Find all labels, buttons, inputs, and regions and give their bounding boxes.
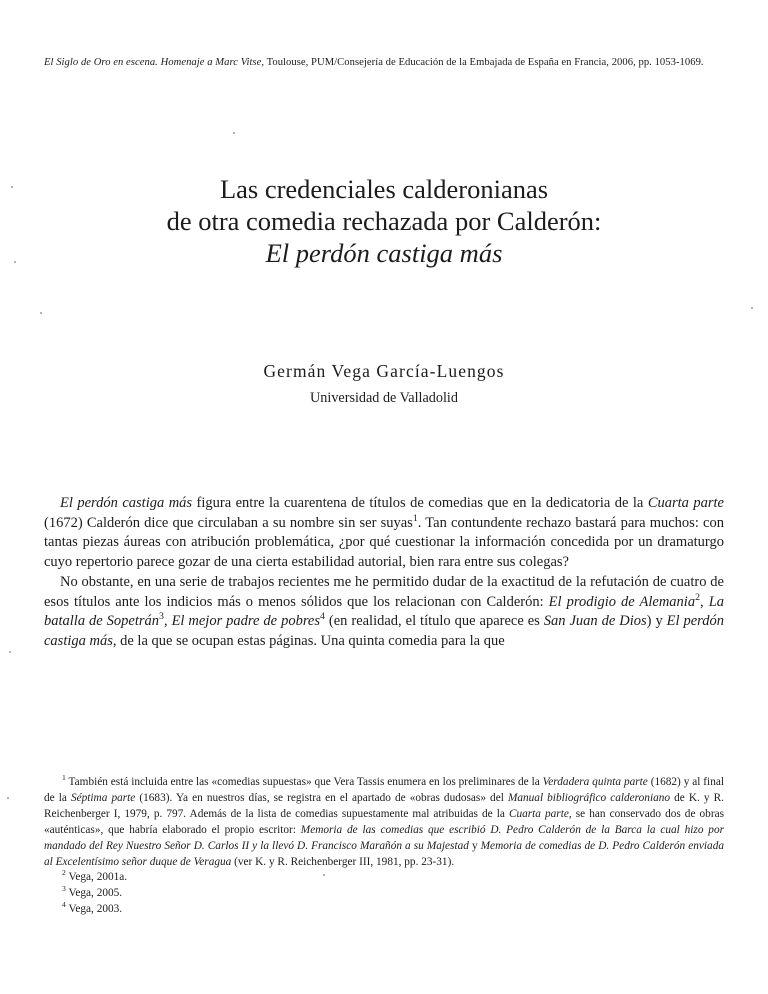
scan-speck xyxy=(11,186,13,188)
footnote-ref: 3 xyxy=(62,884,66,894)
footnote-ref: 2 xyxy=(695,591,701,603)
footnote-ref: 4 xyxy=(62,900,66,910)
scan-speck xyxy=(323,874,325,876)
title-line-2: de otra comedia rechazada por Calderón: xyxy=(166,206,602,236)
italic-title: El mejor padre de pobres xyxy=(171,613,321,630)
text-run: ) y xyxy=(646,613,667,630)
body-paragraph-1 xyxy=(44,494,724,573)
text-run: de K. y R. Reichenberger I, 1979, p. 797. Además de la lista de comedias supuestamente mal atribuidas de la xyxy=(44,791,724,820)
italic-title: Memoria de las comedias que escribió D. Pedro Calderón de la Barca la cual hizo por mandado del Rey Nuestro Señor D. Carlos II y la llevó D. Francisco Marañón a su Majestad xyxy=(44,823,724,852)
footnote-ref: 2 xyxy=(62,868,66,878)
text-run: (ver K. y R. Reichenberger III, 1981, pp. 23-31). xyxy=(231,855,455,868)
text-run: (en realidad, el título que aparece es xyxy=(324,613,544,630)
scan-speck xyxy=(40,312,42,314)
italic-title: El perdón castiga más xyxy=(60,495,193,511)
title-line-3: El perdón castiga más xyxy=(265,238,503,268)
body-text xyxy=(44,494,724,652)
footnote-ref: 1 xyxy=(412,512,418,524)
footnote-ref: 3 xyxy=(159,611,164,623)
scan-speck xyxy=(233,132,235,134)
footnote-1 xyxy=(44,775,724,870)
italic-title: El prodigio de Alemania xyxy=(548,593,696,610)
italic-title: Memoria de comedias de D. Pedro Calderón enviada al Excelentísimo señor duque de Veragua xyxy=(44,839,725,868)
italic-title: La batalla de Sopetrán xyxy=(44,593,725,630)
italic-title: El perdón castiga más xyxy=(44,613,725,649)
author-affiliation: Universidad de Valladolid xyxy=(310,390,458,406)
footnote-3 xyxy=(44,886,724,902)
text-run: Vega, 2001a. xyxy=(65,871,128,884)
footnote-2 xyxy=(44,870,724,886)
header-citation-details: Toulouse, PUM/Consejería de Educación de la Embajada de España en Francia, 2006, pp. 1053-1069. xyxy=(264,57,704,68)
text-run: figura entre la cuarentena de títulos de comedias que en la dedicatoria de la xyxy=(192,495,648,511)
footnotes xyxy=(44,775,724,918)
author-name: Germán Vega García-Luengos xyxy=(263,361,505,381)
italic-title: Séptima parte xyxy=(70,791,136,804)
text-run: , se han conservado dos de obras «auténticas», que habría elaborado el propio escritor: xyxy=(44,807,724,836)
title-line-1: Las credenciales calderonianas xyxy=(219,174,549,204)
scan-speck xyxy=(751,307,753,309)
italic-title: Verdadera quinta parte xyxy=(542,776,648,788)
scan-speck xyxy=(9,651,11,653)
text-run: También está incluida entre las «comedias supuestas» que Vera Tassis enumera en los preliminares de la xyxy=(65,776,543,788)
text-run: , xyxy=(163,613,172,630)
text-run: , xyxy=(700,593,709,610)
scan-speck xyxy=(7,797,9,799)
footnote-ref: 4 xyxy=(320,611,325,623)
text-run: , de la que se ocupan estas páginas. Una quinta comedia para la que xyxy=(112,632,505,649)
italic-title: Cuarta parte xyxy=(508,807,569,820)
text-run: y xyxy=(468,839,481,852)
footnote-4 xyxy=(44,902,724,918)
text-run: (1682) y al final de la xyxy=(44,776,724,804)
text-run: Vega, 2005. xyxy=(65,887,123,900)
footnote-ref: 1 xyxy=(62,773,66,783)
header-citation-book-title: El Siglo de Oro en escena. Homenaje a Marc Vitse, xyxy=(44,57,265,68)
text-run: Vega, 2003. xyxy=(65,903,123,916)
text-run: (1672) Calderón dice que circulaban a su nombre sin ser suyas xyxy=(44,514,413,531)
text-run: (1683). Ya en nuestros días, se registra en el apartado de «obras dudosas» del xyxy=(135,791,508,804)
text-run: No obstante, en una serie de trabajos recientes me he permitido dudar de la exactitud de la refutación de cuatro de esos títulos ante los indicios más o menos sólidos que los relacionan con Calderón: xyxy=(44,573,724,610)
article-title xyxy=(60,173,708,269)
italic-title: Cuarta parte xyxy=(647,495,724,511)
scan-speck xyxy=(14,261,16,263)
text-run: . Tan contundente rechazo bastará para muchos: con tantas piezas áureas con atribución problemática, ¿por qué cuestionar la información concedida por un dramaturgo cuyo repertorio parece gozar de una cierta estabilidad autorial, bien rara entre sus colegas? xyxy=(44,514,724,571)
italic-title: San Juan de Dios xyxy=(543,613,647,630)
italic-title: Manual bibliográfico calderoniano xyxy=(507,791,671,804)
body-paragraph-2 xyxy=(44,573,724,652)
header-citation xyxy=(44,55,724,70)
